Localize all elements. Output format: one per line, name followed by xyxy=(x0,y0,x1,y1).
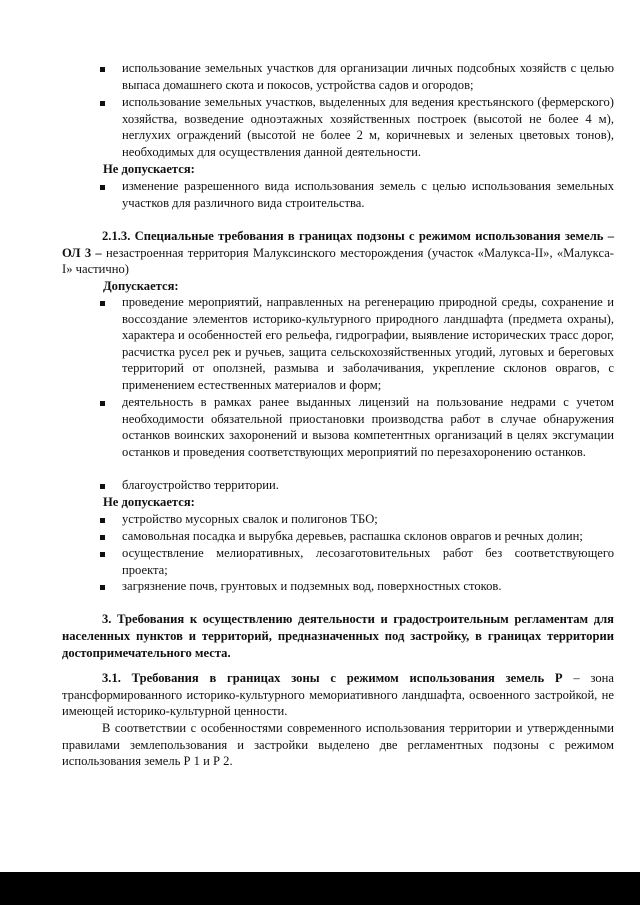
list-item: использование земельных участков для организации личных подсобных хозяйств с целью выпаса домашнего скота и покосов, устройства садов и огородов; xyxy=(122,61,614,92)
prohibited-heading: Не допускается: xyxy=(103,495,195,509)
section-heading-2-1-3-rest: незастроенная территория Малуксинского месторождения (участок «Малукса-II», «Малукса-I» частично) xyxy=(62,245,614,277)
bullet-marker xyxy=(100,518,105,523)
bullet-marker xyxy=(100,484,105,489)
bullet-marker xyxy=(100,585,105,590)
list-item: благоустройство территории. xyxy=(122,478,279,492)
body-paragraph: В соответствии с особенностями современного использования территории и утвержденными правилами землепользования и застройки выделено две регламентных подзоны с режимом использования земель Р 1 и Р 2. xyxy=(62,721,614,769)
list-item: устройство мусорных свалок и полигонов ТБО; xyxy=(122,512,378,526)
scan-edge-bar xyxy=(0,872,640,905)
list-item: проведение мероприятий, направленных на регенерацию природной среды, сохранение и воссоздание элементов историко-культурного природного ландшафта (предмета охраны), характера и особенностей его рельефа, гидрографии, выявление исторических трасс дорог, расчистка русел рек и ручьев, защита сельскохозяйственных угодий, луговых и береговых территорий от оползней, размыва и заболачивания, укрепление склонов оврагов, с применением естественных материалов и форм; xyxy=(122,295,614,392)
list-item: деятельность в рамках ранее выданных лицензий на пользование недрами с учетом необходимости обязательной приостановки производства работ в случае обнаружения останков воинских захоронений и вызова компетентных организаций в целях эксгумации останков и проведения соответствующих мероприятий по перезахоронению останков. xyxy=(122,395,614,459)
list-item: изменение разрешенного вида использования земель с целью использования земельных участков для различного вида строительства. xyxy=(122,179,614,210)
bullet-marker xyxy=(100,301,105,306)
list-item: осуществление мелиоративных, лесозаготовительных работ без соответствующего проекта; xyxy=(122,546,614,577)
section-heading-3: 3. Требования к осуществлению деятельности и градостроительным регламентам для населенных пунктов и территорий, предназначенных под застройку, в границах территории достопримечательного места. xyxy=(62,612,614,660)
section-heading-3-1-bold: 3.1. Требования в границах зоны с режимом использования земель Р xyxy=(102,671,563,685)
bullet-marker xyxy=(100,101,105,106)
prohibited-heading: Не допускается: xyxy=(103,162,195,176)
bullet-marker xyxy=(100,401,105,406)
bullet-marker xyxy=(100,67,105,72)
bullet-marker xyxy=(100,552,105,557)
section-heading-2-1-3-bold: 2.1.3. Специальные требования в границах подзоны с режимом использования земель – ОЛ 3 – xyxy=(62,229,614,260)
section-heading-3-1-rest: – зона трансформированного историко-культурного мемориативного ландшафта, освоенного застройкой, не имеющей историко-культурной ценности. xyxy=(62,671,614,719)
list-item: загрязнение почв, грунтовых и подземных вод, поверхностных стоков. xyxy=(122,579,502,593)
list-item: самовольная посадка и вырубка деревьев, распашка склонов оврагов и речных долин; xyxy=(122,529,583,543)
allowed-heading: Допускается: xyxy=(103,279,179,293)
section-heading-3-1 xyxy=(62,670,614,720)
bullet-marker xyxy=(100,535,105,540)
bullet-marker xyxy=(100,185,105,190)
section-heading-2-1-3 xyxy=(62,228,614,278)
list-item: использование земельных участков, выделенных для ведения крестьянского (фермерского) хозяйства, возведение одноэтажных хозяйственных построек (высотой не более 4 м), неглухих ограждений (высотой не более 2 м, коричневых и зеленых цветовых тонов), необходимых для осуществления данной деятельности. xyxy=(122,95,614,159)
